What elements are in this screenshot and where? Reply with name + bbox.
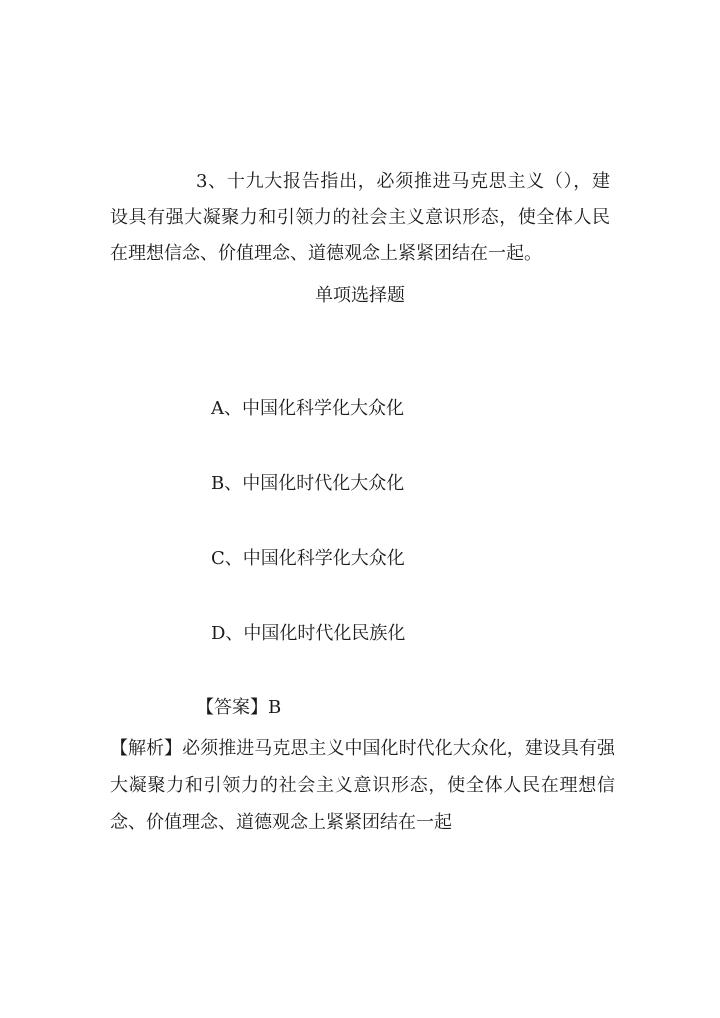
question-text: 3、十九大报告指出，必须推进马克思主义（），建设具有强大凝聚力和引领力的社会主义意识形态，使全体人民在理想信念、价值理念、道德观念上紧紧团结在一起。 bbox=[110, 171, 610, 264]
option-d: D、中国化时代化民族化 bbox=[211, 623, 406, 644]
option-b: B、中国化时代化大众化 bbox=[211, 473, 405, 494]
question-type: 单项选择题 bbox=[315, 285, 405, 306]
analysis-text: 【解析】必须推进马克思主义中国化时代化大众化，建设具有强大凝聚力和引领力的社会主义意识形态，使全体人民在理想信念、价值理念、道德观念上紧紧团结在一起 bbox=[110, 738, 615, 833]
option-c: C、中国化科学化大众化 bbox=[211, 548, 405, 569]
answer-text: 【答案】B bbox=[196, 697, 282, 718]
option-a: A、中国化科学化大众化 bbox=[211, 398, 404, 419]
